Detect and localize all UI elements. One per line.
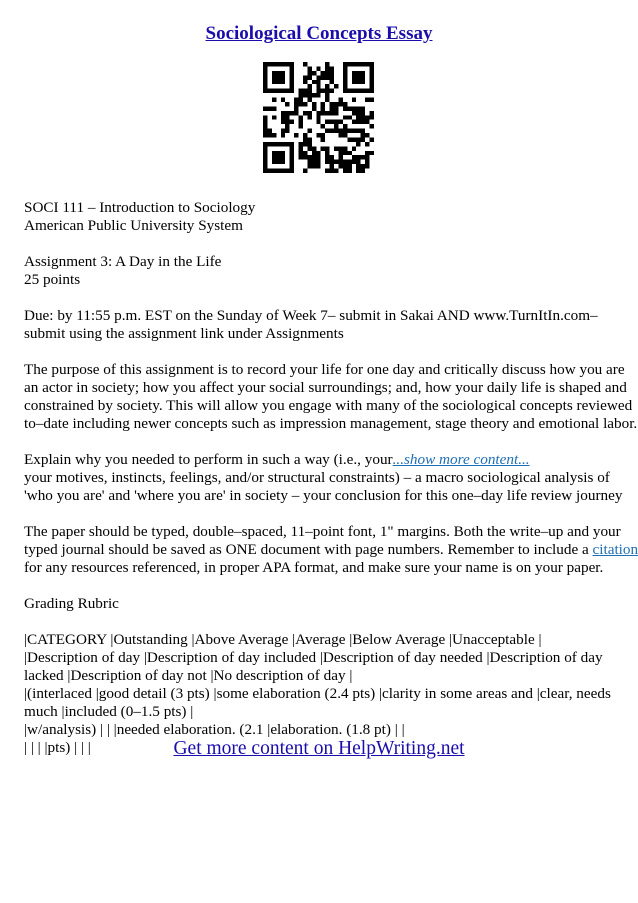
due-line-2: submit using the assignment link under Assignments <box>24 325 344 342</box>
rubric-line: |CATEGORY |Outstanding |Above Average |Average |Below Average |Unacceptable | <box>24 631 542 648</box>
assignment-points: 25 points <box>24 271 81 288</box>
course-info <box>24 199 616 235</box>
rubric-line: lacked |Description of day not |No description of day | <box>24 667 353 684</box>
rubric-line: |w/analysis) | | |needed elaboration. (2.1 |elaboration. (1.8 pt) | | <box>24 721 405 738</box>
citation-link[interactable]: citation <box>592 541 638 558</box>
purpose-line-2: an actor in society; how you affect your social surroundings; and, how your daily life is shaped and <box>24 379 627 396</box>
rubric-line: |(interlaced |good detail (3 pts) |some elaboration (2.4 pts) |clarity in some areas and |clear, needs <box>24 685 611 702</box>
show-more-link[interactable]: ...show more content... <box>392 451 530 468</box>
due-paragraph <box>24 307 616 343</box>
format-line-3: for any resources referenced, in proper APA format, and make sure your name is on your paper. <box>24 559 604 576</box>
assignment-title: Assignment 3: A Day in the Life <box>24 253 222 270</box>
purpose-line-4: to–date including newer concepts such as impression management, stage theory and emotional labor. <box>24 415 638 432</box>
purpose-line-3: constrained by society. This will allow you engage with many of the sociological concepts reviewed <box>24 397 633 414</box>
course-title: SOCI 111 – Introduction to Sociology <box>24 199 256 216</box>
format-line-2 <box>24 541 638 559</box>
rubric-line: | | | |pts) | | | <box>24 739 91 756</box>
purpose-paragraph <box>24 361 638 433</box>
explain-line-1-text: Explain why you needed to perform in such a way (i.e., your <box>24 451 393 468</box>
qr-code-icon <box>263 62 374 173</box>
university-name: American Public University System <box>24 217 243 234</box>
explain-line-1 <box>24 451 616 469</box>
format-line-2-text: typed journal should be saved as ONE document with page numbers. Remember to include a <box>24 541 593 558</box>
purpose-line-1: The purpose of this assignment is to record your life for one day and critically discuss how you are <box>24 361 625 378</box>
rubric-line: |Description of day |Description of day included |Description of day needed |Description of day <box>24 649 603 666</box>
footer-link[interactable]: Get more content on HelpWriting.net <box>173 738 465 759</box>
page-title[interactable]: Sociological Concepts Essay <box>205 23 433 44</box>
explain-line-3: 'who you are' and 'where you are' in society – your conclusion for this one–day life review journey <box>24 487 623 504</box>
due-line-1: Due: by 11:55 p.m. EST on the Sunday of Week 7– submit in Sakai AND www.TurnItIn.com– <box>24 307 598 324</box>
rubric-heading: Grading Rubric <box>24 595 119 612</box>
format-paragraph <box>24 523 638 577</box>
explain-line-2: your motives, instincts, feelings, and/or structural constraints) – a macro sociological analysis of <box>24 469 610 486</box>
assignment-info <box>24 253 616 289</box>
rubric-line: much |included (0–1.5 pts) | <box>24 703 194 720</box>
explain-paragraph <box>24 451 623 505</box>
format-line-1: The paper should be typed, double–spaced, 11–point font, 1" margins. Both the write–up and your <box>24 523 621 540</box>
document-body <box>24 199 638 757</box>
